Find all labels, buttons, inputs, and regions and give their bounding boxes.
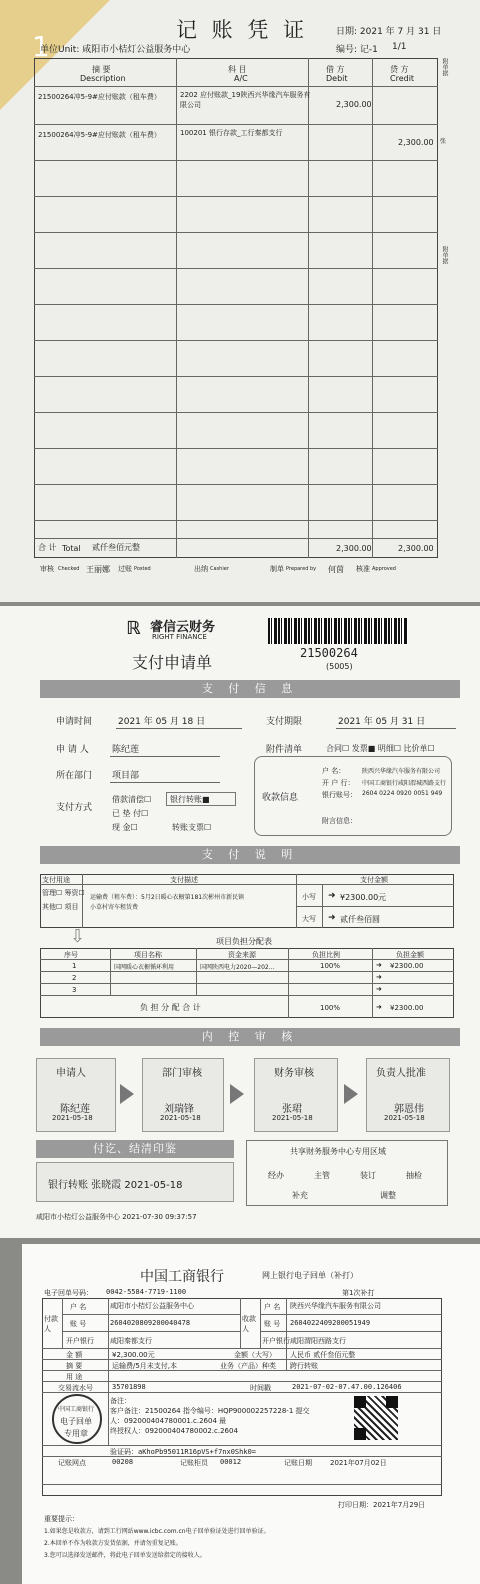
divider: [110, 756, 220, 757]
applicant-name: 陈纪莲: [112, 745, 140, 755]
desc-text-1: 运输费（租车费）：5月2日暖心衣橱第181次彬州市新民镇: [90, 894, 245, 901]
receipt-no: 0042-5584-7719-1100: [106, 1288, 187, 1296]
flow4-title: 负责人批准: [376, 1068, 426, 1079]
row2-credit: 2,300.00: [398, 138, 434, 147]
print-date: 打印日期：2021年7月29日: [338, 1501, 426, 1509]
amount-big: 贰仟叁佰圆: [340, 915, 380, 924]
method-label: 支付方式: [56, 803, 93, 813]
header-ac-cn: 科 目: [228, 65, 247, 74]
usage-label: 用 途: [66, 1373, 83, 1381]
teller-label: 记账柜员: [180, 1459, 208, 1467]
arrow-icon: ➜: [376, 985, 382, 993]
section-internal-control: 内 控 审 核: [40, 1028, 460, 1046]
tip-3: 3.您可以选择发送邮件，将此电子回单发送给指定的接收人。: [44, 1552, 206, 1559]
side-note-2: 张: [440, 138, 447, 145]
down-arrow-icon: ⇩: [70, 926, 86, 947]
divider: [42, 1381, 442, 1382]
use-options-1: 管理☐ 筹资☐: [42, 889, 85, 897]
divider: [34, 232, 438, 233]
divider: [62, 1314, 240, 1315]
tip-2: 2.本回单不作为收款方发货依据，并请勿重复记账。: [44, 1540, 182, 1547]
alloc-row1-no: 1: [72, 962, 77, 970]
attach-options: 合同☐ 发票■ 明细☐ 比价单☐: [326, 744, 435, 753]
divider: [42, 1348, 442, 1349]
applicant-label: 申 请 人: [56, 745, 89, 755]
maker-label-en: Prepared by: [286, 566, 317, 572]
verify-code: 验证码：aKhoPb95011R16pVS+f7nx0Shk0=: [110, 1448, 257, 1456]
divider: [34, 538, 438, 539]
memo-line-3: 终授权人：092000404780002.c.2604: [110, 1427, 238, 1435]
flow-arrow-icon: [344, 1084, 358, 1104]
small-label: 小写: [302, 893, 316, 901]
maker-name: 何茵: [328, 565, 344, 574]
receipt-subtitle: 网上银行电子回单（补打）: [262, 1271, 358, 1280]
divider: [34, 448, 438, 449]
tip-1: 1.如果您是收款方，请到工行网站www.icbc.com.cn电子回单验证处进行回单验证。: [44, 1528, 270, 1535]
side-note-3: 附单据: [441, 246, 448, 264]
divider: [40, 971, 454, 972]
flow-arrow-icon: [230, 1084, 244, 1104]
total-debit: 2,300.00: [336, 544, 372, 553]
total-words: 贰仟叁佰元整: [92, 543, 140, 552]
voucher-company: 单位Unit: 咸阳市小桔灯公益服务中心: [40, 45, 191, 55]
shared-title: 共享财务服务中心专用区域: [290, 1147, 386, 1156]
amount-big: 人民币 贰仟叁佰元整: [290, 1351, 356, 1359]
divider: [336, 728, 456, 729]
alloc-total-pct: 100%: [320, 1004, 341, 1012]
flow3-title: 财务审核: [274, 1068, 314, 1079]
section-payment-desc: 支 付 说 明: [40, 846, 460, 864]
form-footer: 咸阳市小桔灯公益服务中心 2021-07-30 09:37:57: [36, 1213, 197, 1221]
divider: [34, 160, 438, 161]
payment-request-form: [0, 606, 480, 1238]
shared-handler: 经办: [268, 1171, 284, 1180]
shared-binding: 装订: [360, 1171, 376, 1180]
divider: [42, 1392, 442, 1393]
approve-label: 核准: [356, 565, 370, 573]
maker-label: 制单: [270, 565, 284, 573]
bank-name: 中国工商银行: [140, 1269, 224, 1285]
barcode-icon: [268, 618, 408, 644]
flow1-title: 申请人: [56, 1068, 86, 1079]
shared-supplement: 补充: [292, 1191, 308, 1200]
row1-debit: 2,300.00: [336, 100, 372, 109]
divider: [296, 874, 297, 928]
divider: [308, 58, 309, 558]
net-label: 记账网点: [58, 1459, 86, 1467]
txn-label: 交易流水号: [58, 1384, 93, 1392]
alloc-row3-no: 3: [72, 986, 77, 994]
divider: [62, 1298, 63, 1348]
receipt-no-label: 电子回单号码：: [44, 1289, 93, 1297]
memo-line-2: 人：092000404780001.c.2604 最: [110, 1417, 227, 1425]
divider: [42, 1484, 442, 1485]
divider: [260, 1331, 442, 1332]
divider: [34, 304, 438, 305]
header-debit-cn: 借 方: [326, 65, 345, 74]
flow4-name: 郭恩伟: [394, 1104, 424, 1115]
apply-time: 2021 年 05 月 18 日: [118, 717, 206, 727]
seal-title: 付讫、结清印鉴: [36, 1140, 234, 1158]
payer-bank-label: 开户银行: [66, 1337, 94, 1345]
payee-acct: 2604022409200051949: [290, 1319, 371, 1327]
alloc-row1-project: 国网暖心衣橱循环利用: [114, 964, 175, 971]
divider: [110, 948, 111, 995]
tips-title: 重要提示：: [44, 1515, 79, 1523]
page-number-label: 1: [32, 30, 50, 63]
summary: 运输费/5月未支付,本: [112, 1362, 178, 1370]
section-payment-info: 支 付 信 息: [40, 680, 460, 698]
shared-supervisor: 主管: [314, 1171, 330, 1180]
alloc-row1-ratio: 100%: [320, 962, 341, 970]
payee-acct-label: 银行账号：: [322, 791, 357, 799]
flow2-title: 部门审核: [162, 1068, 202, 1079]
form-subcode: (5005): [326, 662, 353, 671]
payer-label: 付款人: [44, 1315, 58, 1333]
use-options-2: 其他☐ 项目: [42, 903, 79, 911]
voucher-date: 日期: 2021 年 7 月 31 日: [336, 27, 442, 37]
alloc-row1-source: 国网陕西电力2020—202…: [200, 964, 275, 971]
divider: [42, 1445, 442, 1446]
accounting-voucher: [0, 0, 480, 602]
alloc-row1-amount: ¥2300.00: [390, 962, 424, 970]
row1-account: 2202 应付账款_19陕西兴华缘汽车服务有: [180, 91, 311, 99]
divider: [260, 1298, 261, 1348]
due-date: 2021 年 05 月 31 日: [338, 717, 426, 727]
payee-name-label: 户 名: [264, 1303, 281, 1311]
shared-sampling: 抽检: [406, 1171, 422, 1180]
desc-text-2: 小草村寄车租赁费: [90, 904, 139, 911]
dept-name: 项目部: [112, 771, 140, 781]
alloc-header-amount: 负担金额: [396, 951, 424, 959]
divider: [196, 948, 197, 995]
alloc-header-project: 项目名称: [134, 951, 162, 959]
stamp-bot: 专用章: [64, 1429, 88, 1438]
flow-arrow-icon: [120, 1084, 134, 1104]
approve-label-en: Approved: [372, 566, 396, 572]
memo-label: 备注：: [110, 1397, 131, 1405]
flow1-name: 陈纪莲: [60, 1104, 90, 1115]
attach-label: 附件清单: [266, 745, 303, 755]
bank-receipt: [22, 1244, 480, 1584]
flow3-name: 张珺: [282, 1104, 302, 1115]
big-label: 大写: [302, 915, 316, 923]
biz-type: 跨行转账: [290, 1362, 318, 1370]
flow2-date: 2021-05-18: [160, 1114, 201, 1122]
voucher-number: 编号: 记-1: [336, 45, 378, 55]
form-title: 支付申请单: [132, 653, 213, 672]
alloc-header-no: 序号: [64, 951, 78, 959]
use-label: 支付用途: [42, 876, 70, 884]
alloc-total: ¥2300.00: [390, 1004, 424, 1012]
row1-account-cont: 限公司: [180, 101, 201, 109]
divider: [34, 340, 438, 341]
divider: [372, 58, 373, 558]
header-ac-en: A/C: [234, 74, 248, 83]
net-code: 00208: [112, 1458, 134, 1466]
payee-bank: 中国工商银行咸阳渭城西路支行: [362, 780, 447, 787]
payer-name-label: 户 名: [70, 1303, 87, 1311]
payee-label: 收款信息: [262, 793, 299, 803]
payee-acct-label: 账 号: [264, 1320, 281, 1328]
qr-code-icon: [354, 1396, 398, 1440]
flow4-date: 2021-05-18: [384, 1114, 425, 1122]
posted-label-en: Posted: [134, 566, 151, 572]
payee-name: 陕西兴华缘汽车服务有限公司: [290, 1302, 381, 1310]
total-label: 合 计: [38, 543, 57, 552]
divider: [62, 1331, 240, 1332]
payer-acct-label: 账 号: [70, 1320, 87, 1328]
shared-adjust: 调整: [380, 1191, 396, 1200]
time-label: 时间戳: [250, 1384, 271, 1392]
form-code: 21500264: [300, 646, 358, 660]
arrow-icon: ➜: [376, 973, 382, 981]
post-date: 2021年07月02日: [330, 1459, 387, 1467]
arrow-icon: ➜: [376, 1003, 382, 1011]
amount-label: 支付金额: [360, 876, 388, 884]
flow1-date: 2021-05-18: [52, 1114, 93, 1122]
side-note-1: 附单据: [441, 58, 448, 76]
apply-time-label: 申请时间: [56, 717, 93, 727]
divider: [40, 983, 454, 984]
header-debit-en: Debit: [326, 74, 348, 83]
audit-label-en: Checked: [58, 566, 80, 572]
divider: [260, 1314, 442, 1315]
arrow-icon: ➜: [376, 961, 382, 969]
flow3-date: 2021-05-18: [272, 1114, 313, 1122]
row1-desc: 21500264冲5-9#应付账款（租车费）: [38, 93, 161, 101]
amount-small: ¥2300.00元: [340, 893, 387, 902]
total-label-en: Total: [62, 544, 81, 553]
alloc-row2-no: 2: [72, 974, 77, 982]
divider: [34, 376, 438, 377]
alloc-title: 项目负担分配表: [216, 937, 272, 946]
seal-text: 银行转账 张晓霞 2021-05-18: [48, 1180, 183, 1191]
divider: [34, 520, 438, 521]
method-loan: 借款清偿☐: [112, 795, 152, 804]
header-credit-en: Credit: [390, 74, 415, 83]
divider: [240, 1298, 241, 1348]
method-cash: 现 金☐: [112, 823, 138, 832]
biz-label: 业务（产品）种类: [220, 1362, 276, 1370]
due-label: 支付期限: [266, 717, 303, 727]
divider: [34, 268, 438, 269]
total-credit: 2,300.00: [398, 544, 434, 553]
desc-label: 支付描述: [170, 876, 198, 884]
audit-label: 审核: [40, 565, 54, 573]
print-times: 第1次补打: [342, 1289, 375, 1297]
payee-acct: 2604 0224 0920 0051 949: [362, 790, 443, 797]
date-label: 记账日期: [284, 1459, 312, 1467]
divider: [34, 484, 438, 485]
brand-name: 睿信云财务: [150, 620, 216, 635]
payer-name: 咸阳市小桔灯公益服务中心: [110, 1302, 194, 1310]
dept-label: 所在部门: [56, 771, 93, 781]
header-desc-cn: 摘 要: [92, 65, 111, 74]
brand-logo-icon: ℝ: [126, 618, 141, 639]
alloc-header-source: 资金来源: [228, 951, 256, 959]
payment-desc-table: [40, 874, 454, 928]
row2-desc: 21500264冲5-9#应付账款（租车费）: [38, 131, 161, 139]
divider: [34, 124, 438, 125]
divider: [296, 906, 454, 907]
divider: [108, 1298, 109, 1445]
flow2-name: 刘瑞锋: [164, 1104, 194, 1115]
note-label: 附言信息：: [322, 817, 357, 825]
payee-bank: 咸阳渭阳西路支行: [290, 1337, 346, 1345]
divider: [288, 948, 289, 1018]
method-cheque: 转账支票☐: [172, 823, 212, 832]
amount: ¥2,300.00元: [112, 1351, 155, 1359]
divider: [116, 728, 242, 729]
payee-bank-label: 开户银行: [262, 1337, 290, 1345]
arrow-icon: ➜: [328, 913, 336, 923]
method-transfer: 银行转账■: [170, 795, 210, 804]
stamp-top: 中国工商银行: [58, 1406, 95, 1413]
divider: [40, 884, 454, 885]
amount-big-label: 金额（大写）: [234, 1351, 276, 1359]
cashier-label: 出纳: [194, 565, 208, 573]
divider: [34, 412, 438, 413]
alloc-header-ratio: 负担比例: [312, 951, 340, 959]
time-stamp: 2021-07-02-07.47.00.126406: [292, 1383, 402, 1391]
payee-label: 收款人: [242, 1315, 256, 1333]
divider: [372, 948, 373, 1018]
payee-bank-label: 开 户 行：: [322, 779, 355, 787]
divider: [82, 874, 83, 928]
row2-account: 100201 银行存款_工行秦都支行: [180, 129, 283, 137]
summary-label: 摘 要: [66, 1362, 83, 1370]
amount-label: 金 额: [66, 1351, 83, 1359]
brand-name-en: RIGHT FINANCE: [152, 633, 207, 641]
alloc-total-label: 负 担 分 配 合 计: [140, 1003, 201, 1012]
payer-bank: 咸阳秦都支行: [110, 1337, 152, 1345]
header-desc-en: Description: [80, 74, 126, 83]
arrow-icon: ➜: [328, 891, 336, 901]
divider: [34, 196, 438, 197]
method-advanced: 已 垫 付☐: [112, 809, 149, 818]
divider: [40, 995, 454, 996]
cashier-label-en: Cashier: [210, 566, 229, 572]
teller-code: 00012: [220, 1458, 242, 1466]
voucher-title: 记 账 凭 证: [176, 18, 309, 42]
txn-no: 35701898: [112, 1383, 146, 1391]
payer-acct: 2604020809200040478: [110, 1319, 191, 1327]
payee-name: 陕西兴华缘汽车服务有限公司: [362, 768, 441, 775]
bookkeeper-name: 王丽娜: [86, 565, 110, 574]
posted-label: 过账: [118, 565, 132, 573]
voucher-page: 1/1: [392, 42, 407, 52]
divider: [110, 782, 220, 783]
divider: [176, 58, 177, 558]
divider: [34, 86, 438, 87]
memo-line-1: 客户备注：21500264 指令编号：HQP900002257228-1 提交: [110, 1407, 310, 1415]
header-credit-cn: 贷 方: [390, 65, 409, 74]
payee-name-label: 户 名：: [322, 767, 346, 775]
stamp-mid: 电子回单: [60, 1417, 92, 1426]
